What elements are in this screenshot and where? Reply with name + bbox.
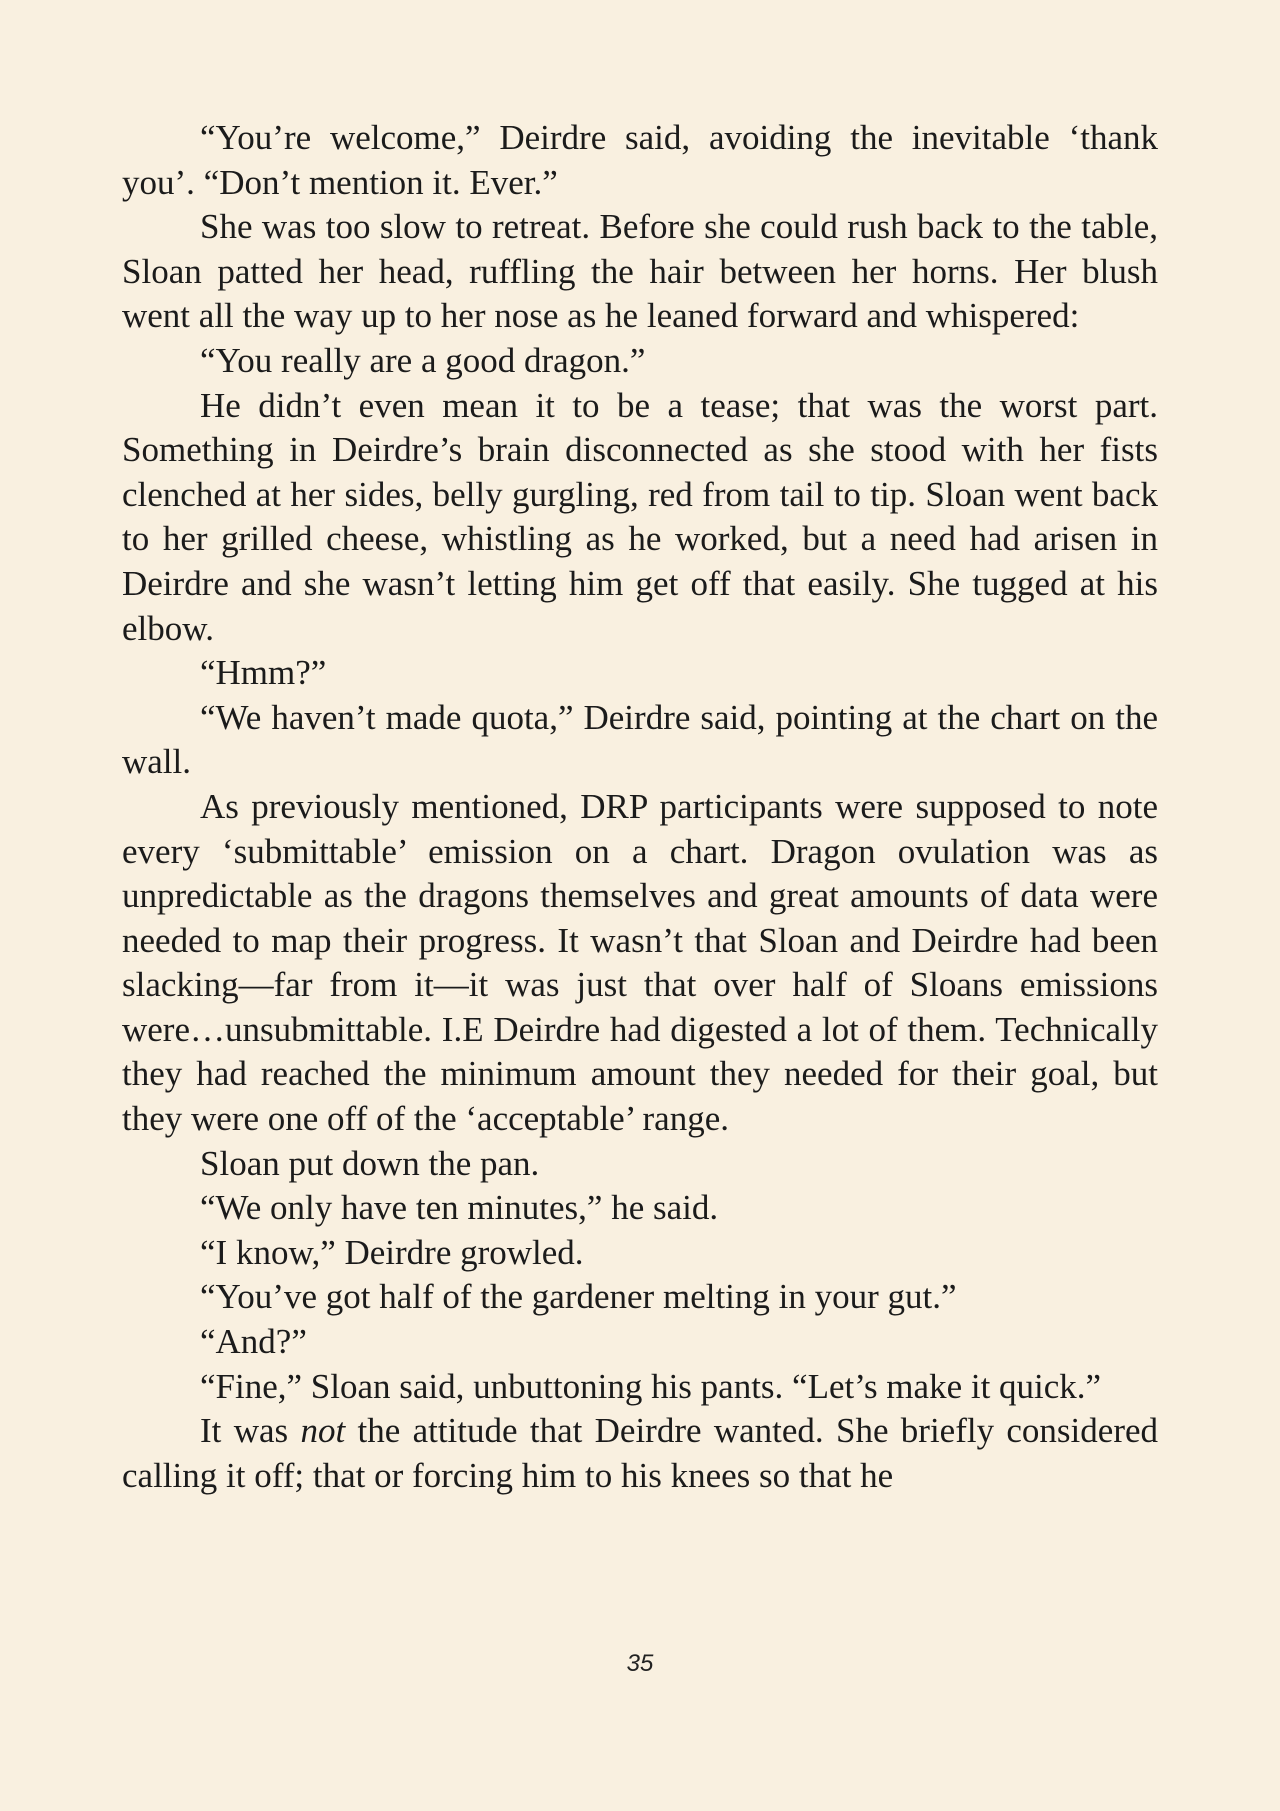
paragraph: “Hmm?” [200, 653, 327, 693]
page-number: 35 [626, 1650, 654, 1677]
paragraph: “You’re welcome,” Deirdre said, avoiding the inevitable ‘thank you’. “Don’t mention it. Ever.” [122, 118, 1158, 202]
paragraph: “You really are a good dragon.” [200, 340, 646, 380]
paragraph: “We haven’t made quota,” Deirdre said, pointing at the chart on the wall. [122, 697, 1158, 782]
paragraph: She was too slow to retreat. Before she could rush back to the table, Sloan patted her head, ruffling the hair between her horns. Her blush went all the way up to her nose as he leaned forward and whispered: [122, 207, 1158, 336]
paragraph: Sloan put down the pan. [200, 1143, 540, 1183]
paragraph: “We only have ten minutes,” he said. [200, 1188, 719, 1228]
paragraph: “And?” [200, 1322, 307, 1362]
page-body [122, 116, 1158, 1498]
paragraph: “You’ve got half of the gardener melting in your gut.” [200, 1277, 957, 1317]
text-run: the attitude that Deirdre wanted. She briefly considered calling it off; that or forcing him to his knees so that he [122, 1411, 1159, 1495]
paragraph: As previously mentioned, DRP participants were supposed to note every ‘submittable’ emission on a chart. Dragon ovulation was as unpredictable as the dragons themselves and great amounts of data were needed to map their progress. It wasn’t that Sloan and Deirdre had been slacking—far from it—it was just that over half of Sloans emissions were…unsubmittable. I.E Deirdre had digested a lot of them. Technically they had reached the minimum amount they needed for their goal, but they were one off of the ‘acceptable’ range. [122, 786, 1158, 1139]
emphasis-text: not [300, 1411, 346, 1451]
paragraph: “I know,” Deirdre growled. [200, 1232, 584, 1272]
paragraph-last [122, 1409, 1158, 1498]
text-run: It was [200, 1411, 301, 1451]
paragraph: “Fine,” Sloan said, unbuttoning his pants. “Let’s make it quick.” [200, 1366, 1102, 1406]
paragraph: He didn’t even mean it to be a tease; that was the worst part. Something in Deirdre’s brain disconnected as she stood with her fists clenched at her sides, belly gurgling, red from tail to tip. Sloan went back to her grilled cheese, whistling as he worked, but a need had arisen in Deirdre and she wasn’t letting him get off that easily. She tugged at his elbow. [122, 385, 1158, 648]
